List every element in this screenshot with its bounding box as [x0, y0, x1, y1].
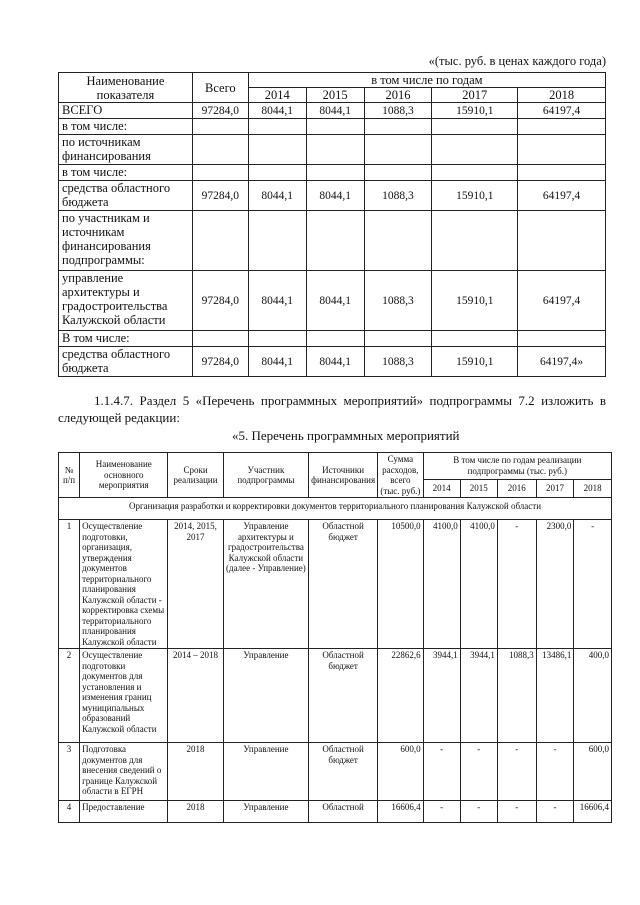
row-name: по источникам финансирования	[59, 135, 193, 165]
row-year-value: 16606,4	[574, 801, 612, 823]
row-year-value: 4100,0	[423, 520, 460, 649]
table-row	[59, 211, 606, 271]
table-row	[59, 743, 612, 801]
row-source: Областной	[309, 801, 378, 823]
row-name: управление архитектуры и градостроительства Калужской области	[59, 271, 193, 331]
cell-value: 1088,3	[364, 347, 432, 377]
row-name: В том числе:	[59, 331, 193, 347]
cell-value: 8044,1	[248, 181, 306, 211]
table-row	[59, 801, 612, 823]
header-year: 2017	[536, 479, 574, 497]
cell-value: 97284,0	[192, 347, 248, 377]
cell-value: 8044,1	[306, 347, 364, 377]
paragraph-text: Раздел 5 «Перечень программных мероприятий» подпрограммы 7.2 изложить в следующей редакции:	[58, 393, 607, 425]
header-terms: Сроки реализации	[168, 453, 223, 498]
row-source: Областной бюджет	[309, 520, 378, 649]
row-participant: Управление	[223, 743, 308, 801]
cell-value: 15910,1	[432, 103, 518, 119]
row-year-value: 13486,1	[536, 649, 574, 743]
row-num: 1	[59, 520, 80, 649]
row-name: средства областного бюджета	[59, 181, 193, 211]
header-participant: Участник подпрограммы	[223, 453, 308, 498]
row-year-value: -	[460, 743, 497, 801]
cell-value: 97284,0	[192, 181, 248, 211]
row-event: Подготовка документов для внесения сведений о границе Калужской области в ЕГРН	[80, 743, 168, 801]
row-sum: 16606,4	[378, 801, 424, 823]
cell-value: 8044,1	[306, 271, 364, 331]
amendment-paragraph	[58, 392, 606, 426]
row-terms: 2014, 2015, 2017	[168, 520, 223, 649]
cell-value: 64197,4	[518, 103, 606, 119]
row-year-value: -	[497, 743, 536, 801]
cell-value: 8044,1	[248, 347, 306, 377]
table-row	[59, 649, 612, 743]
cell-value: 8044,1	[306, 103, 364, 119]
header-total: Всего	[192, 73, 248, 103]
paragraph-number: 1.1.4.7.	[94, 393, 133, 408]
cell-value: 8044,1	[248, 271, 306, 331]
row-event: Предоставление	[80, 801, 168, 823]
row-year-value: 3944,1	[423, 649, 460, 743]
table-row	[59, 331, 606, 347]
funding-summary-table	[58, 72, 606, 377]
row-year-value: -	[423, 743, 460, 801]
row-year-value: 1088,3	[497, 649, 536, 743]
row-terms: 2014 – 2018	[168, 649, 223, 743]
cell-value: 97284,0	[192, 271, 248, 331]
row-source: Областной бюджет	[309, 743, 378, 801]
table-row	[59, 165, 606, 181]
row-sum: 22862,6	[378, 649, 424, 743]
row-event: Осуществление подготовки документов для установления и изменения границ муниципальных образований Калужской области	[80, 649, 168, 743]
cell-value: 97284,0	[192, 103, 248, 119]
row-year-value: 400,0	[574, 649, 612, 743]
row-name: в том числе:	[59, 119, 193, 135]
table-row	[59, 181, 606, 211]
row-year-value: 4100,0	[460, 520, 497, 649]
row-year-value: -	[574, 520, 612, 649]
row-year-value: 2300,0	[536, 520, 574, 649]
header-event: Наименование основного мероприятия	[80, 453, 168, 498]
row-num: 3	[59, 743, 80, 801]
header-year: 2014	[248, 88, 306, 103]
header-year: 2018	[518, 88, 606, 103]
cell-value: 64197,4	[518, 181, 606, 211]
row-year-value: -	[536, 801, 574, 823]
cell-value: 15910,1	[432, 181, 518, 211]
row-participant: Управление	[223, 649, 308, 743]
row-name: по участникам и источникам финансирования подпрограммы:	[59, 211, 193, 271]
table-header-row	[59, 453, 612, 480]
cell-value: 15910,1	[432, 271, 518, 331]
row-terms: 2018	[168, 743, 223, 801]
header-indicator-name: Наименование показателя	[59, 73, 193, 103]
row-year-value: 600,0	[574, 743, 612, 801]
row-participant: Управление архитектуры и градостроительства Калужской области (далее - Управление)	[223, 520, 308, 649]
header-by-years: в том числе по годам	[248, 73, 605, 88]
row-sum: 600,0	[378, 743, 424, 801]
row-name: в том числе:	[59, 165, 193, 181]
table-row	[59, 119, 606, 135]
row-source: Областной бюджет	[309, 649, 378, 743]
table-row	[59, 271, 606, 331]
cell-value: 1088,3	[364, 271, 432, 331]
row-name: ВСЕГО	[59, 103, 193, 119]
table-row	[59, 103, 606, 119]
row-num: 4	[59, 801, 80, 823]
row-year-value: -	[497, 801, 536, 823]
section-title: «5. Перечень программных мероприятий	[232, 428, 460, 443]
header-sources: Источники финансирования	[309, 453, 378, 498]
cell-value: 15910,1	[432, 347, 518, 377]
row-participant: Управление	[223, 801, 308, 823]
program-events-table	[58, 452, 612, 823]
header-year: 2015	[460, 479, 497, 497]
header-year: 2017	[432, 88, 518, 103]
table-row	[59, 135, 606, 165]
table-row	[59, 520, 612, 649]
header-year: 2016	[364, 88, 432, 103]
cell-value: 8044,1	[306, 181, 364, 211]
header-year: 2014	[423, 479, 460, 497]
row-year-value: -	[497, 520, 536, 649]
table-row	[59, 347, 606, 377]
cell-value: 64197,4	[518, 271, 606, 331]
row-year-value: -	[536, 743, 574, 801]
cell-value: 64197,4»	[518, 347, 606, 377]
units-note: «(тыс. руб. в ценах каждого года)	[428, 54, 606, 68]
header-sum: Сумма расходов, всего (тыс. руб.)	[378, 453, 424, 498]
header-year: 2015	[306, 88, 364, 103]
row-num: 2	[59, 649, 80, 743]
header-by-years: В том числе по годам реализации подпрограммы (тыс. руб.)	[423, 453, 611, 480]
section-row	[59, 498, 612, 520]
row-year-value: 3944,1	[460, 649, 497, 743]
header-year: 2016	[497, 479, 536, 497]
table-header-row	[59, 73, 606, 88]
cell-value: 8044,1	[248, 103, 306, 119]
header-num: № п/п	[59, 453, 80, 498]
section-heading: Организация разработки и корректировки документов территориального планирования Калужской области	[59, 498, 612, 520]
row-name: средства областного бюджета	[59, 347, 193, 377]
row-event: Осуществление подготовки, организация, утверждения документов территориального планирования Калужской области - корректировка схемы территориального планирования Калужской области	[80, 520, 168, 649]
row-terms: 2018	[168, 801, 223, 823]
row-sum: 10500,0	[378, 520, 424, 649]
header-year: 2018	[574, 479, 612, 497]
row-year-value: -	[460, 801, 497, 823]
row-year-value: -	[423, 801, 460, 823]
cell-value: 1088,3	[364, 103, 432, 119]
cell-value: 1088,3	[364, 181, 432, 211]
